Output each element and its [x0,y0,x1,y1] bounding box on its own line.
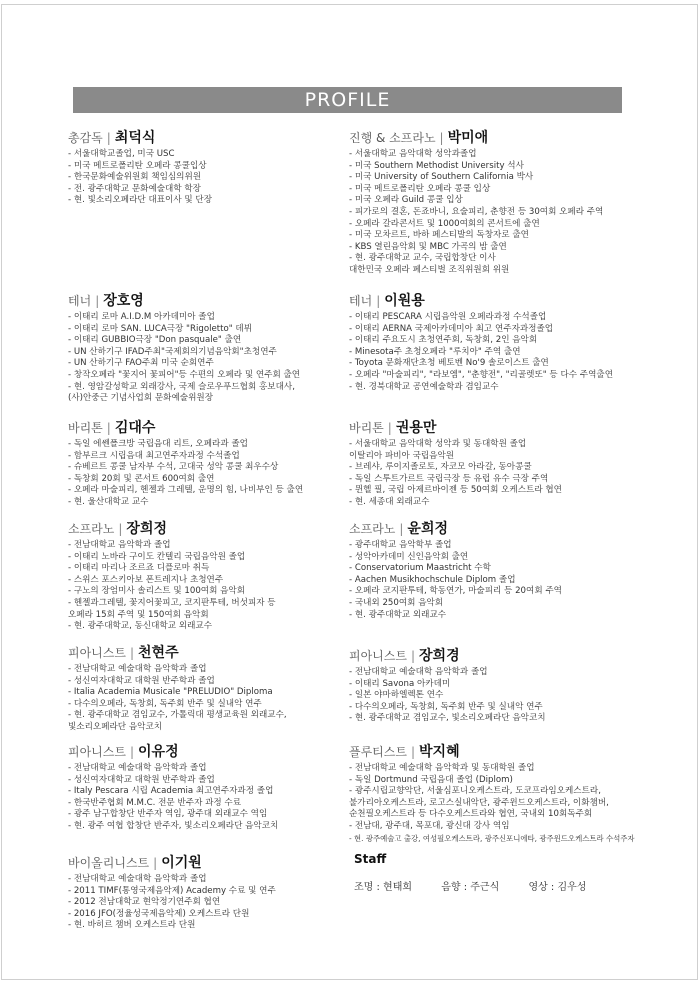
staff-video: 영상 : 김우성 [528,882,587,893]
bio-item: - 현. 광주대학교 겸임교수, 가톨릭대 평생교육원 외래교수, [68,710,287,721]
bio-item: - 2012 전남대학교 현악정기연주회 협연 [68,897,221,908]
bio-item: - 한국문화예술위원회 책임심의위원 [68,172,202,183]
bio-item: - 현. 빛소리오페라단 대표이사 및 단장 [68,195,213,206]
bio-item: (사)안중근 기념사업회 문화예술위원장 [68,393,213,404]
profile-baritone-kim: 바리톤 | 김대수 - 독일 에쎈폴크방 국립음대 리트, 오페라과 졸업 - 함부르크 시립음대 최고연주자과정 수석졸업 - 슈베르트 콩쿨 남자부 수석, 고대국 성악 콩쿨 최우수상 - 독창회 20회 및 콘서트 600여회 출연 - 오페라 마술피리, 헨젤과 그레텔, 운명의 힘, 나비부인 등 출연 - 현. 울산대학교 교수 [68,420,304,507]
bio-item: 순천필오케스트라 등 다수오케스트라와 협연, 국내외 10회독주회 [349,809,593,820]
person-name: 김대수 [114,420,156,436]
bio-item: - 함부르크 시립음대 최고연주자과정 수석졸업 [68,450,240,461]
bio-item: - 이태리 로마 SAN. LUCA극장 "Rigoletto" 데뷔 [68,323,253,334]
role-label: 테너 [349,294,373,308]
bio-item: - 슈베르트 콩쿨 남자부 수석, 고대국 성악 콩쿨 최우수상 [68,462,279,473]
bio-item: - 한국반주협회 M.M.C. 전문 반주자 과정 수료 [68,797,242,808]
bio-item: - 성신여자대학교 대학원 반주학과 졸업 [68,675,215,686]
bio-item: - 전남대학교 예술대학 음악학과 졸업 [68,664,207,674]
bio-item: - 구노의 장엄미사 솔리스트 및 100여회 음악회 [68,586,246,597]
bio-item: - 전남대학교 예술대학 음악학과 졸업 [349,667,488,677]
role-label: 피아니스트 [349,649,407,663]
bio-item: 불가리아오케스트라, 로고스실내악단, 광주윈드오케스트라, 이화챔버, [349,797,609,808]
role-label: 소프라노 [68,522,115,536]
person-name: 박지혜 [419,744,460,760]
bio-item: - 전남대학교 음악학과 졸업 [68,540,171,550]
profile-banner [73,87,622,113]
bio-item: - 스위스 포스키아보 폰트레지나 초청연주 [68,574,224,585]
bio-item: - 이태리 로마 A.I.D.M 아카데미아 졸업 [68,312,215,322]
bio-item: - 현. 광주예술고 출강, 여성필오케스트라, 광주신포니에타, 광주윈드오케스트라 수석주자 [349,833,635,843]
bio-item: 오페라 15회 주역 및 150여회 음악회 [68,609,209,620]
role-label: 바리톤 [68,421,103,435]
role-label: 진행 & 소프라노 [349,131,436,145]
role-label: 테너 [68,294,92,308]
profile-pianist-lee: 피아니스트 | 이유정 - 전남대학교 예술대학 음악학과 졸업 - 성신여자대학교 대학원 반주학과 졸업 - Italy Pescara 시립 Academia 최고연주자과정 졸업 - 한국반주협회 M.M.C. 전문 반주자 과정 수료 - 광주 남구합창단 반주자 역임, 광주대 외래교수 역임 - 현. 광주 여협 합창단 반주자, 빛소리오페라단 음악코치 [68,744,279,831]
bio-item: - 전남대학교 예술대학 음악학과 및 동대학원 졸업 [349,763,535,773]
bio-item: - 현. 바히르 챔버 오케스트라 단원 [68,920,196,931]
person-name: 장희경 [419,648,460,664]
bio-item: 대한민국 오페라 페스티벌 조직위원회 위원 [349,264,510,275]
profile-tenor-jang: 테너 | 장호영 - 이태리 로마 A.I.D.M 아카데미아 졸업 - 이태리 로마 SAN. LUCA극장 "Rigoletto" 데뷔 - 이태리 GUBBIO극장 "Don pasquale" 출연 - UN 산하기구 IFAD주최"국제회의기념음악회"초청연주 - UN 산하기구 FAO주최 미국 순회연주 - 창작오페라 "꽃지어 꽃피어"등 수편의 오페라 및 연주회 출연 - 현. 영암갈성학교 외래강사, 국제 슬로우푸드협회 홍보대사, (사)안중근 기념사업회 문화예술위원장 [68,293,301,404]
bio-item: - 현. 광주대학교 교수, 국립합창단 이사 [349,253,496,264]
bio-item: - 다수의오페라, 독창회, 독주회 반주 및 실내악 연주 [349,701,543,712]
bio-item: - 현. 세종대 외래교수 [349,496,430,507]
bio-item: - 오페라 마술피리, 헨젤과 그레텔, 운명의 힘, 나비부인 등 출연 [68,485,304,496]
bio-item: - 독일 스투트가르트 국립극장 등 유럽 유수 극장 주역 [349,473,549,484]
person-name: 권용만 [395,420,437,436]
bio-item: - 전남대, 광주대, 목포대, 광신대 강사 역임 [349,820,510,831]
profile-soprano-jang: 소프라노 | 장희정 - 전남대학교 음악학과 졸업 - 이태리 노바라 구이도 칸텔리 국립음악원 졸업 - 이태리 마리나 조르죠 디플로마 취득 - 스위스 포스키아보 폰트레지나 초청연주 - 구노의 장엄미사 솔리스트 및 100여회 음악회 - 헨젤과그레텔, 꽃지어꽃피고, 코지판투테, 버섯피자 등 오페라 15회 주역 및 150여회 음악회 - 현. 광주대학교, 동신대학교 외래교수 [68,521,276,632]
bio-item: - 현. 광주대학교, 동신대학교 외래교수 [68,621,213,632]
profile-baritone-kwon: 바리톤 | 권용만 - 서울대학교 음악대학 성악과 및 동대학원 졸업 이탈리아 파비아 국립음악원 - 브레샤, 루이지졸로토, 자코모 아라갈, 동아콩쿨 - 독일 스투트가르트 국립극장 등 유럽 유수 극장 주역 - 뮌헬 필, 국립 아제르바이젠 등 50여회 오케스트라 협연 - 현. 세종대 외래교수 [349,420,562,507]
bio-item: - 이태리 PESCARA 시립음악원 오페라과정 수석졸업 [349,312,547,322]
role-label: 피아니스트 [68,646,126,660]
bio-item: - 광주대학교 음악학부 졸업 [349,540,452,550]
bio-item: - 전남대학교 예술대학 음악학과 졸업 [68,763,207,773]
role-label: 소프라노 [349,522,396,536]
bio-item: - 이태리 주요도시 초청연주회, 독창회, 2인 음악회 [349,335,538,346]
bio-item: - 이태리 GUBBIO극장 "Don pasquale" 출연 [68,335,242,346]
bio-item: - Italia Academia Musicale "PRELUDIO" Diploma [68,687,273,698]
bio-item: - 광주 남구합창단 반주자 역임, 광주대 외래교수 역임 [68,809,268,820]
bio-item: - 전. 광주대학교 문화예술대학 학장 [68,183,201,194]
bio-item: - 피가로의 결혼, 돈죠바니, 요술피리, 춘향전 등 30여회 오페라 주역 [349,206,604,217]
bio-item: - 독일 Dortmund 국립음대 졸업 (Diplom) [349,774,513,785]
bio-item: - 현. 울산대학교 교수 [68,496,149,507]
bio-item: - 광주시립교향악단, 서울심포니오케스트라, 도코프라임오케스트라, [349,786,601,797]
bio-item: - 2016 JFO(정율성국제음악제) 오케스트라 단원 [68,908,250,919]
staff-list [354,878,612,893]
bio-item: - 이태리 마리나 조르죠 디플로마 취득 [68,563,210,574]
bio-item: - 미국 메트로폴리탄 오페라 콩쿨 입상 [349,183,491,194]
bio-item: - 오페라 "마술피리", "라보엠", "춘향전", "리골렛또" 등 다수 주역출연 [349,369,614,380]
bio-item: - 국내외 250여회 음악회 [349,597,444,608]
bio-item: - Conservatorium Maastricht 수학 [349,563,491,574]
bio-item: - 서울대학교 음악대학 성악과 및 동대학원 졸업 [349,439,527,449]
bio-item: - 전남대학교 예술대학 음악학과 졸업 [68,874,207,884]
page-title: PROFILE [304,89,391,111]
profile-pianist-jang: 피아니스트 | 장희경 - 전남대학교 예술대학 음악학과 졸업 - 이태리 Savona 아카데미 - 일본 야마하엘렉톤 연수 - 다수의오페라, 독창회, 독주회 반주 및 실내악 연주 - 현. 광주대학교 겸임교수, 빛소리오페라단 음악코치 [349,648,546,724]
bio-item: - 창작오페라 "꽃지어 꽃피어"등 수편의 오페라 및 연주회 출연 [68,369,301,380]
bio-item: - 미국 University of Southern California 박사 [349,172,534,183]
bio-item: - 뮌헬 필, 국립 아제르바이젠 등 50여회 오케스트라 협연 [349,485,562,496]
bio-item: - 현. 영암갈성학교 외래강사, 국제 슬로우푸드협회 홍보대사, [68,381,295,392]
person-name: 박미애 [447,130,489,146]
bio-item: - 이태리 AERNA 국제아카데미아 최고 연주자과정졸업 [349,323,554,334]
bio-item: - 서울대학교졸업, 미국 USC [68,149,175,159]
bio-item: - 현. 광주대학교 겸임교수, 빛소리오페라단 음악코치 [349,713,546,724]
profile-pianist-cheon: 피아니스트 | 천현주 - 전남대학교 예술대학 음악학과 졸업 - 성신여자대학교 대학원 반주학과 졸업 - Italia Academia Musicale "PRELUDIO" Diploma - 다수의오페라, 독창회, 독주회 반주 및 실내악 연주 - 현. 광주대학교 겸임교수, 가톨릭대 평생교육원 외래교수, 빛소리오페라단 음악코치 [68,645,287,732]
staff-title: Staff [354,852,387,866]
bio-item: - 현. 광주대학교 외래교수 [349,609,447,620]
bio-item: - 미국 모차르트, 바하 페스티발의 독창자로 출연 [349,230,529,241]
bio-item: - UN 산하기구 IFAD주최"국제회의기념음악회"초청연주 [68,346,277,357]
bio-item: - 서울대학교 음악대학 성악과졸업 [349,149,477,159]
bio-item: - Minesota주 초청오페라 "루치아" 주역 출연 [349,346,521,357]
profile-flutist-park: 플루티스트 | 박지혜 - 전남대학교 예술대학 음악학과 및 동대학원 졸업 - 독일 Dortmund 국립음대 졸업 (Diplom) - 광주시립교향악단, 서울심포니오케스트라, 도코프라임오케스트라, 불가리아오케스트라, 로고스실내악단, 광주윈드오케스트라, 이화챔버, 순천필오케스트라 등 다수오케스트라와 협연, 국내외 10회독주회 - 전남대, 광주대, 목포대, 광신대 강사 역임 - 현. 광주예술고 출강, 여성필오케스트라, 광주신포니에타, 광주윈드오케스트라 수석주자 [349,744,635,843]
person-name: 장희정 [126,521,167,537]
role-label: 총감독 [68,131,103,145]
role-label: 바리톤 [349,421,384,435]
role-label: 플루티스트 [349,745,407,759]
bio-item: - 이태리 노바라 구이도 칸텔리 국립음악원 졸업 [68,551,246,562]
role-label: 바이올리니스트 [68,856,150,870]
bio-item: - 성악아카데미 신인음악회 출연 [349,551,469,562]
bio-item: - 미국 메트로폴리탄 오페라 콩쿨입상 [68,160,207,171]
person-name: 최덕식 [114,130,156,146]
bio-item: - Italy Pescara 시립 Academia 최고연주자과정 졸업 [68,786,274,797]
staff-section [354,850,612,893]
profile-soprano-park: 진행 & 소프라노 | 박미애 - 서울대학교 음악대학 성악과졸업 - 미국 Southern Methodist University 석사 - 미국 University of Southern California 박사 - 미국 메트로폴리탄 오페라 콩쿨 입상 - 미국 오페라 Guild 콩쿨 입상 - 피가로의 결혼, 돈죠바니, 요술피리, 춘향전 등 30여회 오페라 주역 - 오페라 갈라콘서트 및 1000여회의 콘서트에 출연 - 미국 모차르트, 바하 페스티발의 독창자로 출연 - KBS 열린음악회 및 MBC 가곡의 밤 출연 - 현. 광주대학교 교수, 국립합창단 이사 대한민국 오페라 페스티벌 조직위원회 위원 [349,130,604,275]
bio-item: - KBS 열린음악회 및 MBC 가곡의 밤 출연 [349,241,507,252]
bio-item: - 일본 야마하엘렉톤 연수 [349,690,444,701]
person-name: 천현주 [138,645,179,661]
bio-item: - 독일 에쎈폴크방 국립음대 리트, 오페라과 졸업 [68,439,248,449]
person-name: 장호영 [103,293,144,309]
role-label: 피아니스트 [68,745,126,759]
staff-sound: 음향 : 주근식 [441,882,500,893]
bio-item: - 오페라 갈라콘서트 및 1000여회의 콘서트에 출연 [349,218,540,229]
bio-item: - 오페라 코지판투테, 학동연가, 마술피리 등 20여회 주역 [349,586,562,597]
person-name: 윤희정 [407,521,448,537]
bio-item: - 브레샤, 루이지졸로토, 자코모 아라갈, 동아콩쿨 [349,462,532,473]
profile-tenor-lee: 테너 | 이원용 - 이태리 PESCARA 시립음악원 오페라과정 수석졸업 - 이태리 AERNA 국제아카데미아 최고 연주자과정졸업 - 이태리 주요도시 초청연주회, 독창회, 2인 음악회 - Minesota주 초청오페라 "루치아" 주역 출연 - Toyota 문화재단초청 베토벤 No'9 솔로이스트 출연 - 오페라 "마술피리", "라보엠", "춘향전", "리골렛또" 등 다수 주역출연 - 현. 경북대학교 공연예술학과 겸임교수 [349,293,614,392]
bio-item: - 헨젤과그레텔, 꽃지어꽃피고, 코지판투테, 버섯피자 등 [68,597,276,608]
profile-soprano-yoon: 소프라노 | 윤희정 - 광주대학교 음악학부 졸업 - 성악아카데미 신인음악회 출연 - Conservatorium Maastricht 수학 - Aachen Musikhochschule Diplom 졸업 - 오페라 코지판투테, 학동연가, 마술피리 등 20여회 주역 - 국내외 250여회 음악회 - 현. 광주대학교 외래교수 [349,521,562,620]
person-name: 이원용 [384,293,425,309]
bio-item: - 현. 경북대학교 공연예술학과 겸임교수 [349,381,499,392]
bio-item: - 미국 Southern Methodist University 석사 [349,160,524,171]
bio-item: - 다수의오페라, 독창회, 독주회 반주 및 실내악 연주 [68,698,262,709]
profile-director: 총감독 | 최덕식 - 서울대학교졸업, 미국 USC - 미국 메트로폴리탄 오페라 콩쿨입상 - 한국문화예술위원회 책임심의위원 - 전. 광주대학교 문화예술대학 학장 - 현. 빛소리오페라단 대표이사 및 단장 [68,130,213,206]
profile-violinist-lee: 바이올리니스트 | 이기원 - 전남대학교 예술대학 음악학과 졸업 - 2011 TIMF(통영국제음악제) Academy 수료 및 연주 - 2012 전남대학교 현악정기연주회 협연 - 2016 JFO(정율성국제음악제) 오케스트라 단원 - 현. 바히르 챔버 오케스트라 단원 [68,855,276,931]
bio-item: - 이태리 Savona 아카데미 [349,678,451,689]
bio-item: - 독창회 20회 및 콘서트 600여회 출연 [68,473,215,484]
bio-item: - 미국 오페라 Guild 콩쿨 입상 [349,195,463,206]
bio-item: - Aachen Musikhochschule Diplom 졸업 [349,574,516,585]
bio-item: 이탈리아 파비아 국립음악원 [349,450,455,461]
bio-item: - UN 산하기구 FAO주최 미국 순회연주 [68,358,214,369]
bio-item: 빛소리오페라단 음악코치 [68,721,163,732]
bio-item: - 현. 광주 여협 합창단 반주자, 빛소리오페라단 음악코치 [68,820,279,831]
person-name: 이유정 [138,744,179,760]
bio-item: - Toyota 문화재단초청 베토벤 No'9 솔로이스트 출연 [349,358,549,369]
bio-item: - 성신여자대학교 대학원 반주학과 졸업 [68,774,215,785]
person-name: 이기원 [161,855,202,871]
staff-lighting: 조명 : 현태희 [354,882,413,893]
bio-item: - 2011 TIMF(통영국제음악제) Academy 수료 및 연주 [68,885,276,896]
